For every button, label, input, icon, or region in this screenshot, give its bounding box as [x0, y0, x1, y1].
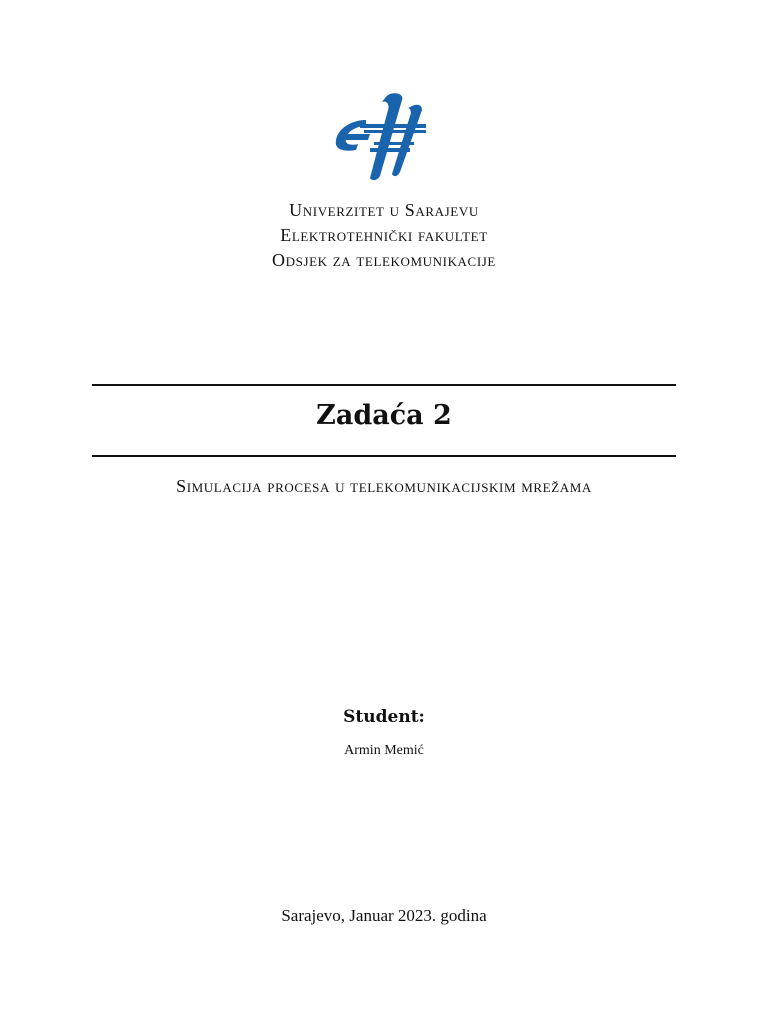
department-name: Odsjek za telekomunikacije	[272, 250, 496, 270]
university-name: Univerzitet u Sarajevu	[289, 200, 479, 220]
faculty-name: Elektrotehnički fakultet	[280, 225, 488, 245]
place-and-date: Sarajevo, Januar 2023. godina	[281, 906, 487, 925]
university-header	[0, 198, 768, 273]
etf-logo-icon	[330, 90, 430, 182]
student-label: Student:	[343, 707, 425, 727]
document-title: Zadaća 2	[316, 400, 452, 431]
title-rule-bottom	[92, 455, 676, 457]
course-subtitle: Simulacija procesa u telekomunikacijskim mrežama	[176, 476, 592, 496]
student-name: Armin Memić	[344, 743, 424, 758]
title-rule-top	[92, 384, 676, 386]
